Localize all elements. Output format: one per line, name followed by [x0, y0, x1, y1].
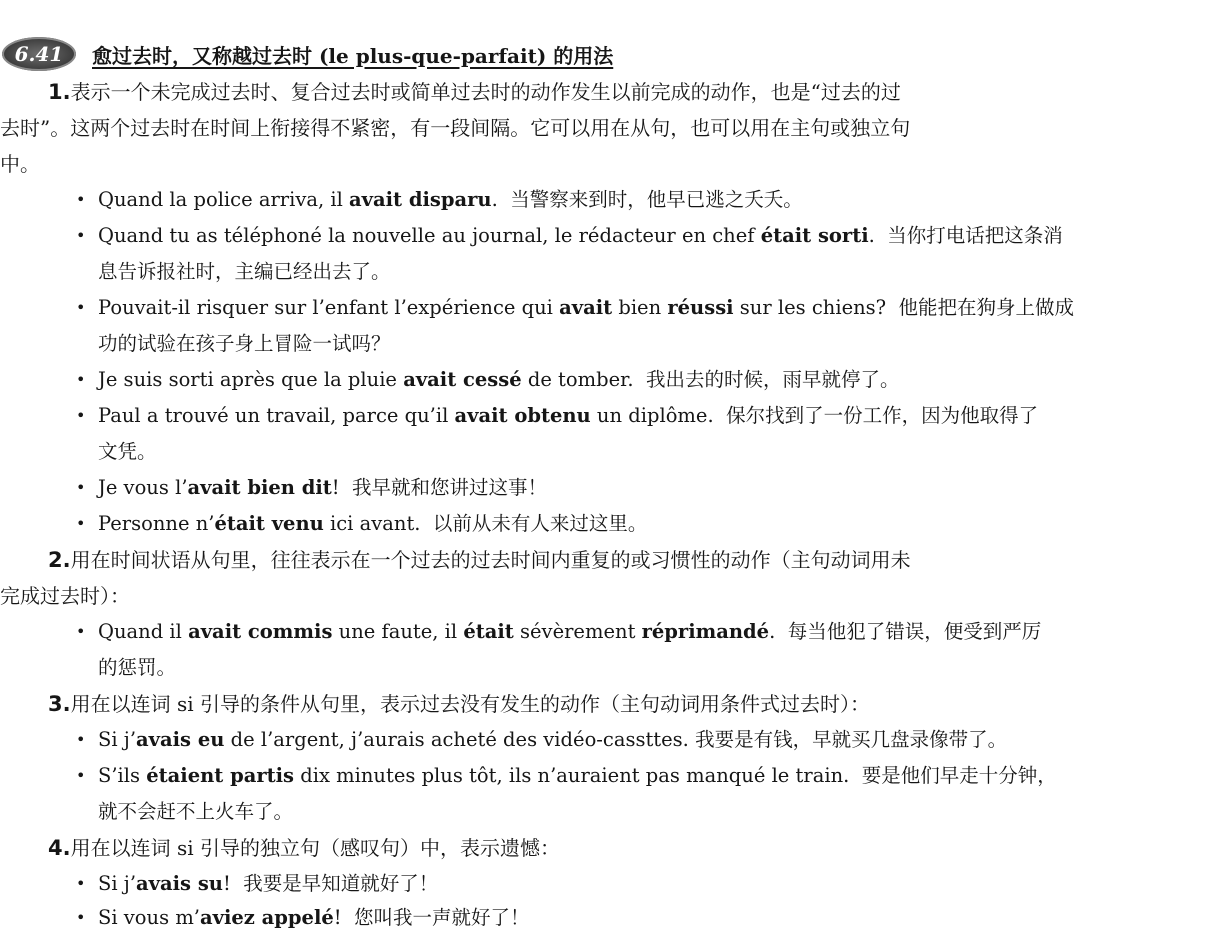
example-1-fr: Quand la police arriva, il — [98, 188, 350, 211]
example-9-fr-end: de l’argent, j’aurais acheté des vidéo-cassttes. — [224, 728, 689, 751]
example-1-zh: 当警察来到时，他早已逃之夭夭。 — [510, 188, 803, 211]
example-8 — [98, 614, 1098, 650]
example-9 — [98, 722, 1098, 758]
example-2-zh-continued: 息告诉报社时，主编已经出去了。 — [98, 260, 391, 283]
example-2-fr: Quand tu as téléphoné la nouvelle au journal, le rédacteur en chef — [98, 224, 761, 247]
example-8-fr-end: . — [769, 620, 776, 643]
example-4 — [98, 362, 1098, 398]
example-1-verb: avait disparu — [349, 188, 492, 211]
example-8-zh: 每当他犯了错误，便受到严厉 — [787, 620, 1042, 643]
example-3 — [98, 290, 1098, 326]
example-6-fr-end: ! — [331, 476, 340, 499]
example-10 — [98, 758, 1098, 794]
example-7-fr-end: ici avant. — [323, 512, 421, 535]
example-7 — [98, 506, 1098, 542]
example-11-fr-end: ! — [222, 872, 231, 895]
example-4-verb: avait cessé — [403, 368, 522, 391]
example-6-zh: 我早就和您讲过这事！ — [352, 476, 548, 499]
example-9-fr: Si j’ — [98, 728, 137, 751]
example-10-zh: 要是他们早走十分钟， — [861, 764, 1057, 787]
example-7-verb: était venu — [214, 512, 324, 535]
rule-2-text-1: 用在时间状语从句里，往往表示在一个过去的过去时间内重复的或习惯性的动作（主句动词用未 — [70, 548, 911, 572]
example-12-fr: Si vous m’ — [98, 906, 201, 929]
example-5-fr-end: un diplôme. — [590, 404, 714, 427]
example-11-zh: 我要是早知道就好了！ — [243, 872, 439, 895]
example-1 — [98, 182, 1098, 218]
example-6 — [98, 470, 1098, 506]
example-5-verb: avait obtenu — [454, 404, 591, 427]
example-12-verb: aviez appelé — [200, 906, 334, 929]
example-10-zh-continued: 就不会赶不上火车了。 — [98, 800, 294, 823]
example-6-verb: avait bien dit — [187, 476, 332, 499]
example-1-fr-end: . — [491, 188, 498, 211]
example-3-verb-aux: avait — [559, 296, 613, 319]
example-6-fr: Je vous l’ — [98, 476, 188, 499]
example-3-fr-mid: bien — [612, 296, 668, 319]
example-11-verb: avais su — [136, 872, 223, 895]
example-3-fr: Pouvait-il risquer sur l’enfant l’expérience qui — [98, 296, 560, 319]
example-2-zh: 当你打电话把这条消 — [887, 224, 1063, 247]
example-3-zh-continued: 功的试验在孩子身上冒险一试吗？ — [98, 332, 391, 355]
example-8-fr-mid: une faute, il — [332, 620, 464, 643]
rule-4-number: 4. — [48, 836, 71, 860]
rule-1-line-1 — [48, 74, 1148, 110]
rule-1-text-1: 表示一个未完成过去时、复合过去时或简单过去时的动作发生以前完成的动作，也是“过去的过 — [70, 80, 901, 104]
example-11 — [98, 866, 1098, 902]
example-8-fr: Quand il — [98, 620, 189, 643]
example-2-verb: était sorti — [760, 224, 869, 247]
example-7-zh: 以前从未有人来过这里。 — [432, 512, 648, 535]
example-2 — [98, 218, 1098, 254]
section-heading — [0, 34, 1224, 74]
rule-1-number: 1. — [48, 80, 71, 104]
example-5-fr: Paul a trouvé un travail, parce qu’il — [98, 404, 455, 427]
example-4-fr-end: de tomber. — [521, 368, 634, 391]
rule-1-line-3: 中。 — [0, 152, 40, 176]
example-5-zh: 保尔找到了一份工作，因为他取得了 — [726, 404, 1039, 427]
example-10-fr: S’ils — [98, 764, 147, 787]
rule-4-line-1 — [48, 830, 1148, 866]
example-10-fr-end: dix minutes plus tôt, ils n’auraient pas manqué le train. — [294, 764, 850, 787]
example-10-verb: étaient partis — [146, 764, 295, 787]
example-8-verb-2: était — [463, 620, 514, 643]
rule-1-line-2: 去时”。这两个过去时在时间上衔接得不紧密，有一段间隔。它可以用在从句，也可以用在主句或独立句 — [0, 116, 911, 140]
example-9-zh: 我要是有钱，早就买几盘录像带了。 — [695, 728, 1008, 751]
example-7-fr: Personne n’ — [98, 512, 215, 535]
rule-2-line-1 — [48, 542, 1148, 578]
example-3-zh: 他能把在狗身上做成 — [898, 296, 1075, 319]
rule-2-number: 2. — [48, 548, 71, 572]
example-4-fr: Je suis sorti après que la pluie — [98, 368, 404, 391]
section-number-badge: 6.41 — [2, 37, 76, 71]
example-5 — [98, 398, 1098, 434]
rule-2-line-2: 完成过去时）： — [0, 584, 130, 608]
example-11-fr: Si j’ — [98, 872, 137, 895]
rule-4-text-1: 用在以连词 si 引导的独立句（感叹句）中，表示遗憾： — [70, 836, 560, 860]
example-4-zh: 我出去的时候，雨早就停了。 — [645, 368, 900, 391]
example-12-zh: 您叫我一声就好了！ — [354, 906, 530, 929]
example-3-verb-pp: réussi — [667, 296, 734, 319]
example-8-verb-1: avait commis — [188, 620, 333, 643]
example-5-zh-continued: 文凭。 — [98, 440, 157, 463]
rule-3-number: 3. — [48, 692, 71, 716]
example-3-fr-end: sur les chiens? — [733, 296, 887, 319]
section-title: 愈过去时，又称越过去时 (le plus-que-parfait) 的用法 — [92, 43, 614, 68]
example-9-verb: avais eu — [136, 728, 225, 751]
rule-3-text-1: 用在以连词 si 引导的条件从句里，表示过去没有发生的动作（主句动词用条件式过去时）： — [70, 692, 870, 716]
example-8-fr-mid-2: sévèrement — [513, 620, 642, 643]
example-12-fr-end: ! — [333, 906, 342, 929]
example-8-verb-3: réprimandé — [641, 620, 770, 643]
example-8-zh-continued: 的惩罚。 — [98, 656, 177, 679]
rule-3-line-1 — [48, 686, 1148, 722]
example-2-fr-end: . — [868, 224, 875, 247]
example-12 — [98, 900, 1098, 936]
